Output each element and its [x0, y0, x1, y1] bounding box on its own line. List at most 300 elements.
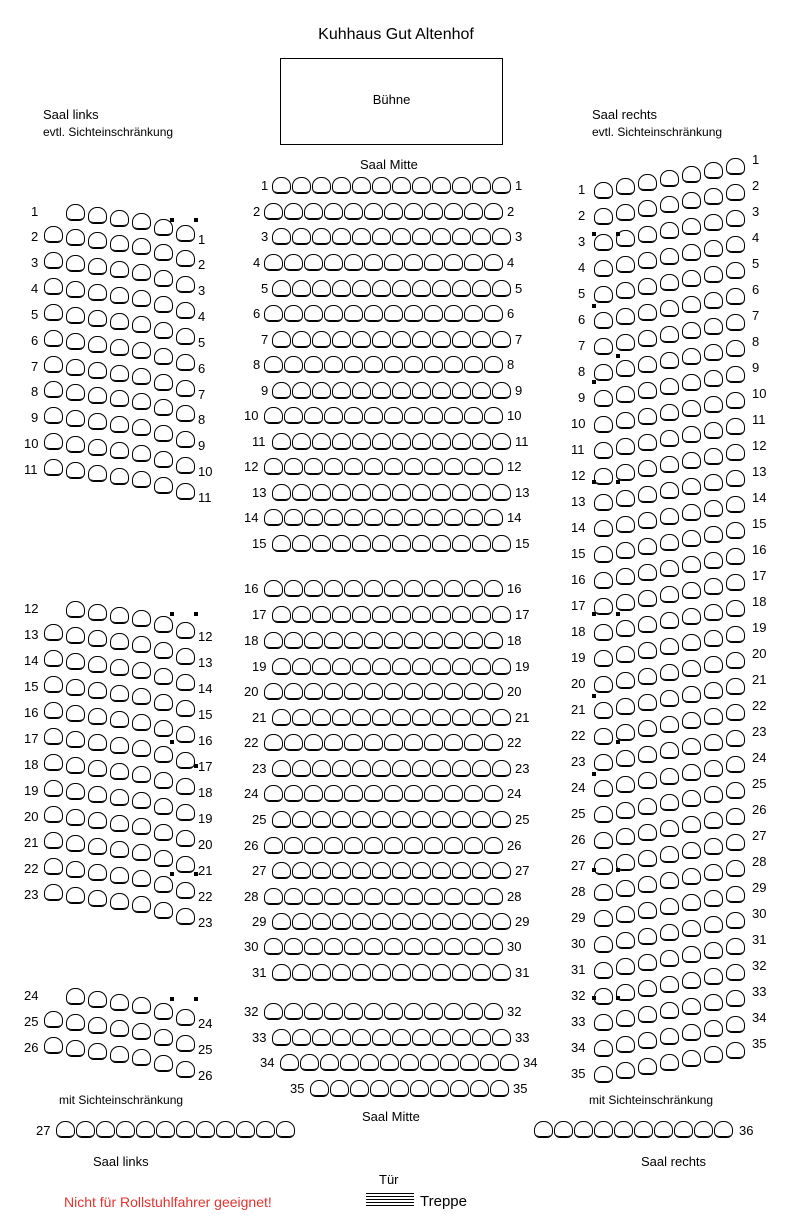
seat-right-row-6[interactable]	[726, 288, 745, 305]
seat-right-row-8[interactable]	[638, 356, 657, 373]
seat-middle-row-5[interactable]	[452, 280, 471, 297]
seat-middle-row-11[interactable]	[332, 433, 351, 450]
seat-right-row-18[interactable]	[660, 612, 679, 629]
seat-right-row-36[interactable]	[674, 1121, 693, 1138]
seat-middle-row-6[interactable]	[324, 305, 343, 322]
seat-middle-row-23[interactable]	[292, 760, 311, 777]
seat-right-row-30[interactable]	[704, 916, 723, 933]
seat-right-row-4[interactable]	[726, 236, 745, 253]
seat-right-row-9[interactable]	[660, 378, 679, 395]
seat-right-row-7[interactable]	[704, 318, 723, 335]
seat-middle-row-25[interactable]	[452, 811, 471, 828]
seat-middle-row-22[interactable]	[304, 734, 323, 751]
seat-left-row-14[interactable]	[88, 656, 107, 673]
seat-left-row-14[interactable]	[132, 662, 151, 679]
seat-right-row-1[interactable]	[726, 158, 745, 175]
seat-right-row-28[interactable]	[638, 876, 657, 893]
seat-left-row-6[interactable]	[132, 342, 151, 359]
seat-right-row-24[interactable]	[660, 768, 679, 785]
seat-middle-row-19[interactable]	[272, 658, 291, 675]
seat-right-row-13[interactable]	[704, 474, 723, 491]
seat-middle-row-25[interactable]	[352, 811, 371, 828]
seat-left-row-3[interactable]	[176, 276, 195, 293]
seat-middle-row-29[interactable]	[452, 913, 471, 930]
seat-right-row-20[interactable]	[660, 664, 679, 681]
seat-left-row-8[interactable]	[44, 381, 63, 398]
seat-right-row-10[interactable]	[594, 416, 613, 433]
seat-right-row-19[interactable]	[616, 646, 635, 663]
seat-right-row-32[interactable]	[660, 976, 679, 993]
seat-right-row-16[interactable]	[682, 556, 701, 573]
seat-left-row-1[interactable]	[88, 207, 107, 224]
seat-middle-row-27[interactable]	[452, 862, 471, 879]
seat-right-row-1[interactable]	[616, 178, 635, 195]
seat-left-row-3[interactable]	[132, 264, 151, 281]
seat-right-row-14[interactable]	[704, 500, 723, 517]
seat-right-row-2[interactable]	[638, 200, 657, 217]
seat-right-row-33[interactable]	[682, 998, 701, 1015]
seat-middle-row-27[interactable]	[432, 862, 451, 879]
seat-middle-row-28[interactable]	[364, 888, 383, 905]
seat-middle-row-23[interactable]	[272, 760, 291, 777]
seat-left-row-13[interactable]	[44, 624, 63, 641]
seat-left-row-8[interactable]	[154, 399, 173, 416]
seat-middle-row-5[interactable]	[292, 280, 311, 297]
seat-right-row-11[interactable]	[616, 438, 635, 455]
seat-right-row-17[interactable]	[616, 594, 635, 611]
seat-middle-row-26[interactable]	[444, 837, 463, 854]
seat-right-row-31[interactable]	[616, 958, 635, 975]
seat-left-row-19[interactable]	[132, 792, 151, 809]
seat-middle-row-1[interactable]	[332, 177, 351, 194]
seat-left-row-17[interactable]	[44, 728, 63, 745]
seat-left-row-16[interactable]	[154, 720, 173, 737]
seat-left-row-20[interactable]	[110, 815, 129, 832]
seat-right-row-28[interactable]	[704, 864, 723, 881]
seat-left-row-1[interactable]	[176, 225, 195, 242]
seat-left-row-17[interactable]	[66, 731, 85, 748]
seat-left-row-19[interactable]	[88, 786, 107, 803]
seat-middle-row-4[interactable]	[444, 254, 463, 271]
seat-middle-row-16[interactable]	[284, 580, 303, 597]
seat-right-row-17[interactable]	[704, 578, 723, 595]
seat-middle-row-24[interactable]	[284, 785, 303, 802]
seat-right-row-36[interactable]	[554, 1121, 573, 1138]
seat-right-row-14[interactable]	[616, 516, 635, 533]
seat-middle-row-3[interactable]	[492, 228, 511, 245]
seat-right-row-34[interactable]	[616, 1036, 635, 1053]
seat-left-row-23[interactable]	[66, 887, 85, 904]
seat-middle-row-8[interactable]	[424, 356, 443, 373]
seat-left-row-22[interactable]	[176, 882, 195, 899]
seat-middle-row-34[interactable]	[340, 1054, 359, 1071]
seat-middle-row-9[interactable]	[272, 382, 291, 399]
seat-middle-row-21[interactable]	[492, 709, 511, 726]
seat-middle-row-20[interactable]	[424, 683, 443, 700]
seat-middle-row-5[interactable]	[372, 280, 391, 297]
seat-middle-row-1[interactable]	[492, 177, 511, 194]
seat-right-row-29[interactable]	[660, 898, 679, 915]
seat-middle-row-25[interactable]	[472, 811, 491, 828]
seat-middle-row-20[interactable]	[384, 683, 403, 700]
seat-right-row-5[interactable]	[726, 262, 745, 279]
seat-right-row-3[interactable]	[594, 234, 613, 251]
seat-left-row-4[interactable]	[132, 290, 151, 307]
seat-middle-row-29[interactable]	[492, 913, 511, 930]
seat-right-row-14[interactable]	[638, 512, 657, 529]
seat-middle-row-20[interactable]	[364, 683, 383, 700]
seat-middle-row-33[interactable]	[392, 1029, 411, 1046]
seat-left-row-27[interactable]	[216, 1121, 235, 1138]
seat-middle-row-12[interactable]	[284, 458, 303, 475]
seat-left-row-23[interactable]	[88, 890, 107, 907]
seat-middle-row-28[interactable]	[444, 888, 463, 905]
seat-right-row-21[interactable]	[594, 702, 613, 719]
seat-right-row-22[interactable]	[594, 728, 613, 745]
seat-middle-row-15[interactable]	[412, 535, 431, 552]
seat-left-row-10[interactable]	[88, 439, 107, 456]
seat-left-row-22[interactable]	[88, 864, 107, 881]
seat-middle-row-18[interactable]	[344, 632, 363, 649]
seat-middle-row-9[interactable]	[332, 382, 351, 399]
seat-left-row-4[interactable]	[110, 287, 129, 304]
seat-left-row-27[interactable]	[56, 1121, 75, 1138]
seat-right-row-3[interactable]	[682, 218, 701, 235]
seat-middle-row-8[interactable]	[324, 356, 343, 373]
seat-left-row-6[interactable]	[110, 339, 129, 356]
seat-right-row-18[interactable]	[616, 620, 635, 637]
seat-middle-row-29[interactable]	[312, 913, 331, 930]
seat-left-row-13[interactable]	[110, 633, 129, 650]
seat-middle-row-19[interactable]	[412, 658, 431, 675]
seat-middle-row-4[interactable]	[324, 254, 343, 271]
seat-right-row-6[interactable]	[704, 292, 723, 309]
seat-middle-row-6[interactable]	[364, 305, 383, 322]
seat-left-row-16[interactable]	[88, 708, 107, 725]
seat-middle-row-3[interactable]	[312, 228, 331, 245]
seat-right-row-12[interactable]	[594, 468, 613, 485]
seat-right-row-30[interactable]	[660, 924, 679, 941]
seat-middle-row-6[interactable]	[344, 305, 363, 322]
seat-middle-row-35[interactable]	[310, 1080, 329, 1097]
seat-middle-row-12[interactable]	[264, 458, 283, 475]
seat-left-row-7[interactable]	[132, 368, 151, 385]
seat-left-row-2[interactable]	[44, 226, 63, 243]
seat-middle-row-2[interactable]	[264, 203, 283, 220]
seat-middle-row-16[interactable]	[464, 580, 483, 597]
seat-right-row-28[interactable]	[594, 884, 613, 901]
seat-middle-row-24[interactable]	[464, 785, 483, 802]
seat-left-row-3[interactable]	[44, 252, 63, 269]
seat-left-row-10[interactable]	[154, 451, 173, 468]
seat-middle-row-32[interactable]	[304, 1003, 323, 1020]
seat-middle-row-16[interactable]	[304, 580, 323, 597]
seat-middle-row-13[interactable]	[412, 484, 431, 501]
seat-middle-row-4[interactable]	[344, 254, 363, 271]
seat-middle-row-32[interactable]	[344, 1003, 363, 1020]
seat-middle-row-5[interactable]	[312, 280, 331, 297]
seat-right-row-6[interactable]	[594, 312, 613, 329]
seat-left-row-13[interactable]	[154, 642, 173, 659]
seat-left-row-8[interactable]	[176, 405, 195, 422]
seat-right-row-10[interactable]	[616, 412, 635, 429]
seat-right-row-19[interactable]	[660, 638, 679, 655]
seat-left-row-15[interactable]	[44, 676, 63, 693]
seat-left-row-8[interactable]	[110, 390, 129, 407]
seat-right-row-8[interactable]	[594, 364, 613, 381]
seat-middle-row-12[interactable]	[384, 458, 403, 475]
seat-middle-row-13[interactable]	[372, 484, 391, 501]
seat-middle-row-33[interactable]	[412, 1029, 431, 1046]
seat-right-row-26[interactable]	[682, 816, 701, 833]
seat-middle-row-9[interactable]	[292, 382, 311, 399]
seat-middle-row-20[interactable]	[324, 683, 343, 700]
seat-middle-row-35[interactable]	[390, 1080, 409, 1097]
seat-middle-row-8[interactable]	[384, 356, 403, 373]
seat-middle-row-32[interactable]	[264, 1003, 283, 1020]
seat-right-row-34[interactable]	[682, 1024, 701, 1041]
seat-right-row-35[interactable]	[616, 1062, 635, 1079]
seat-right-row-33[interactable]	[616, 1010, 635, 1027]
seat-right-row-34[interactable]	[638, 1032, 657, 1049]
seat-right-row-15[interactable]	[682, 530, 701, 547]
seat-middle-row-5[interactable]	[432, 280, 451, 297]
seat-middle-row-21[interactable]	[392, 709, 411, 726]
seat-right-row-18[interactable]	[594, 624, 613, 641]
seat-middle-row-27[interactable]	[332, 862, 351, 879]
seat-middle-row-5[interactable]	[492, 280, 511, 297]
seat-middle-row-17[interactable]	[352, 606, 371, 623]
seat-middle-row-2[interactable]	[464, 203, 483, 220]
seat-left-row-26[interactable]	[110, 1046, 129, 1063]
seat-right-row-9[interactable]	[638, 382, 657, 399]
seat-right-row-9[interactable]	[682, 374, 701, 391]
seat-right-row-27[interactable]	[594, 858, 613, 875]
seat-left-row-10[interactable]	[44, 433, 63, 450]
seat-middle-row-16[interactable]	[264, 580, 283, 597]
seat-right-row-1[interactable]	[704, 162, 723, 179]
seat-middle-row-25[interactable]	[312, 811, 331, 828]
seat-middle-row-16[interactable]	[484, 580, 503, 597]
seat-middle-row-13[interactable]	[292, 484, 311, 501]
seat-middle-row-3[interactable]	[272, 228, 291, 245]
seat-left-row-26[interactable]	[154, 1055, 173, 1072]
seat-right-row-14[interactable]	[682, 504, 701, 521]
seat-left-row-25[interactable]	[44, 1011, 63, 1028]
seat-middle-row-17[interactable]	[332, 606, 351, 623]
seat-middle-row-14[interactable]	[484, 509, 503, 526]
seat-middle-row-11[interactable]	[292, 433, 311, 450]
seat-middle-row-14[interactable]	[264, 509, 283, 526]
seat-right-row-25[interactable]	[704, 786, 723, 803]
seat-right-row-27[interactable]	[704, 838, 723, 855]
seat-left-row-2[interactable]	[110, 235, 129, 252]
seat-middle-row-33[interactable]	[472, 1029, 491, 1046]
seat-left-row-21[interactable]	[154, 850, 173, 867]
seat-right-row-4[interactable]	[616, 256, 635, 273]
seat-right-row-26[interactable]	[704, 812, 723, 829]
seat-left-row-26[interactable]	[88, 1043, 107, 1060]
seat-middle-row-33[interactable]	[312, 1029, 331, 1046]
seat-middle-row-9[interactable]	[312, 382, 331, 399]
seat-right-row-11[interactable]	[726, 418, 745, 435]
seat-middle-row-16[interactable]	[344, 580, 363, 597]
seat-middle-row-34[interactable]	[460, 1054, 479, 1071]
seat-left-row-25[interactable]	[88, 1017, 107, 1034]
seat-middle-row-5[interactable]	[352, 280, 371, 297]
seat-left-row-4[interactable]	[88, 284, 107, 301]
seat-middle-row-13[interactable]	[432, 484, 451, 501]
seat-middle-row-1[interactable]	[312, 177, 331, 194]
seat-right-row-5[interactable]	[594, 286, 613, 303]
seat-left-row-11[interactable]	[132, 471, 151, 488]
seat-left-row-21[interactable]	[110, 841, 129, 858]
seat-middle-row-14[interactable]	[464, 509, 483, 526]
seat-right-row-36[interactable]	[574, 1121, 593, 1138]
seat-middle-row-26[interactable]	[404, 837, 423, 854]
seat-right-row-24[interactable]	[594, 780, 613, 797]
seat-middle-row-7[interactable]	[412, 331, 431, 348]
seat-left-row-22[interactable]	[44, 858, 63, 875]
seat-right-row-2[interactable]	[682, 192, 701, 209]
seat-middle-row-19[interactable]	[352, 658, 371, 675]
seat-left-row-3[interactable]	[88, 258, 107, 275]
seat-middle-row-11[interactable]	[412, 433, 431, 450]
seat-left-row-3[interactable]	[154, 270, 173, 287]
seat-middle-row-2[interactable]	[324, 203, 343, 220]
seat-right-row-7[interactable]	[638, 330, 657, 347]
seat-middle-row-17[interactable]	[412, 606, 431, 623]
seat-middle-row-31[interactable]	[372, 964, 391, 981]
seat-middle-row-2[interactable]	[484, 203, 503, 220]
seat-right-row-30[interactable]	[594, 936, 613, 953]
seat-right-row-9[interactable]	[616, 386, 635, 403]
seat-middle-row-22[interactable]	[264, 734, 283, 751]
seat-right-row-22[interactable]	[638, 720, 657, 737]
seat-right-row-6[interactable]	[616, 308, 635, 325]
seat-right-row-5[interactable]	[616, 282, 635, 299]
seat-middle-row-6[interactable]	[384, 305, 403, 322]
seat-middle-row-27[interactable]	[272, 862, 291, 879]
seat-right-row-15[interactable]	[594, 546, 613, 563]
seat-right-row-33[interactable]	[594, 1014, 613, 1031]
seat-middle-row-22[interactable]	[404, 734, 423, 751]
seat-middle-row-8[interactable]	[484, 356, 503, 373]
seat-left-row-5[interactable]	[88, 310, 107, 327]
seat-middle-row-14[interactable]	[424, 509, 443, 526]
seat-right-row-28[interactable]	[616, 880, 635, 897]
seat-middle-row-18[interactable]	[284, 632, 303, 649]
seat-left-row-16[interactable]	[132, 714, 151, 731]
seat-middle-row-31[interactable]	[472, 964, 491, 981]
seat-middle-row-19[interactable]	[332, 658, 351, 675]
seat-right-row-13[interactable]	[594, 494, 613, 511]
seat-left-row-10[interactable]	[176, 457, 195, 474]
seat-left-row-12[interactable]	[132, 610, 151, 627]
seat-left-row-23[interactable]	[110, 893, 129, 910]
seat-right-row-34[interactable]	[726, 1016, 745, 1033]
seat-middle-row-29[interactable]	[472, 913, 491, 930]
seat-middle-row-14[interactable]	[284, 509, 303, 526]
seat-left-row-9[interactable]	[110, 416, 129, 433]
seat-right-row-31[interactable]	[682, 946, 701, 963]
seat-left-row-12[interactable]	[154, 616, 173, 633]
seat-right-row-8[interactable]	[660, 352, 679, 369]
seat-right-row-21[interactable]	[726, 678, 745, 695]
seat-left-row-20[interactable]	[154, 824, 173, 841]
seat-middle-row-15[interactable]	[472, 535, 491, 552]
seat-middle-row-34[interactable]	[380, 1054, 399, 1071]
seat-right-row-22[interactable]	[682, 712, 701, 729]
seat-right-row-19[interactable]	[704, 630, 723, 647]
seat-left-row-7[interactable]	[66, 359, 85, 376]
seat-right-row-23[interactable]	[638, 746, 657, 763]
seat-middle-row-5[interactable]	[392, 280, 411, 297]
seat-left-row-9[interactable]	[44, 407, 63, 424]
seat-middle-row-31[interactable]	[432, 964, 451, 981]
seat-right-row-28[interactable]	[682, 868, 701, 885]
seat-right-row-14[interactable]	[594, 520, 613, 537]
seat-middle-row-23[interactable]	[312, 760, 331, 777]
seat-right-row-9[interactable]	[594, 390, 613, 407]
seat-right-row-23[interactable]	[616, 750, 635, 767]
seat-middle-row-4[interactable]	[384, 254, 403, 271]
seat-right-row-11[interactable]	[594, 442, 613, 459]
seat-middle-row-12[interactable]	[344, 458, 363, 475]
seat-right-row-35[interactable]	[660, 1054, 679, 1071]
seat-middle-row-4[interactable]	[264, 254, 283, 271]
seat-right-row-8[interactable]	[726, 340, 745, 357]
seat-left-row-21[interactable]	[44, 832, 63, 849]
seat-right-row-8[interactable]	[616, 360, 635, 377]
seat-middle-row-4[interactable]	[404, 254, 423, 271]
seat-right-row-11[interactable]	[682, 426, 701, 443]
seat-right-row-31[interactable]	[704, 942, 723, 959]
seat-middle-row-12[interactable]	[364, 458, 383, 475]
seat-right-row-24[interactable]	[704, 760, 723, 777]
seat-middle-row-29[interactable]	[432, 913, 451, 930]
seat-left-row-22[interactable]	[66, 861, 85, 878]
seat-left-row-6[interactable]	[66, 333, 85, 350]
seat-right-row-4[interactable]	[638, 252, 657, 269]
seat-left-row-4[interactable]	[176, 302, 195, 319]
seat-middle-row-14[interactable]	[304, 509, 323, 526]
seat-right-row-31[interactable]	[638, 954, 657, 971]
seat-middle-row-19[interactable]	[312, 658, 331, 675]
seat-right-row-20[interactable]	[682, 660, 701, 677]
seat-left-row-18[interactable]	[44, 754, 63, 771]
seat-middle-row-23[interactable]	[372, 760, 391, 777]
seat-middle-row-32[interactable]	[364, 1003, 383, 1020]
seat-left-row-1[interactable]	[110, 210, 129, 227]
seat-middle-row-22[interactable]	[344, 734, 363, 751]
seat-middle-row-34[interactable]	[480, 1054, 499, 1071]
seat-middle-row-2[interactable]	[444, 203, 463, 220]
seat-right-row-11[interactable]	[704, 422, 723, 439]
seat-right-row-15[interactable]	[638, 538, 657, 555]
seat-right-row-12[interactable]	[616, 464, 635, 481]
seat-right-row-7[interactable]	[660, 326, 679, 343]
seat-middle-row-2[interactable]	[284, 203, 303, 220]
seat-right-row-25[interactable]	[660, 794, 679, 811]
seat-right-row-20[interactable]	[726, 652, 745, 669]
seat-right-row-3[interactable]	[660, 222, 679, 239]
seat-middle-row-12[interactable]	[324, 458, 343, 475]
seat-middle-row-31[interactable]	[272, 964, 291, 981]
seat-right-row-19[interactable]	[594, 650, 613, 667]
seat-right-row-24[interactable]	[726, 756, 745, 773]
seat-right-row-29[interactable]	[638, 902, 657, 919]
